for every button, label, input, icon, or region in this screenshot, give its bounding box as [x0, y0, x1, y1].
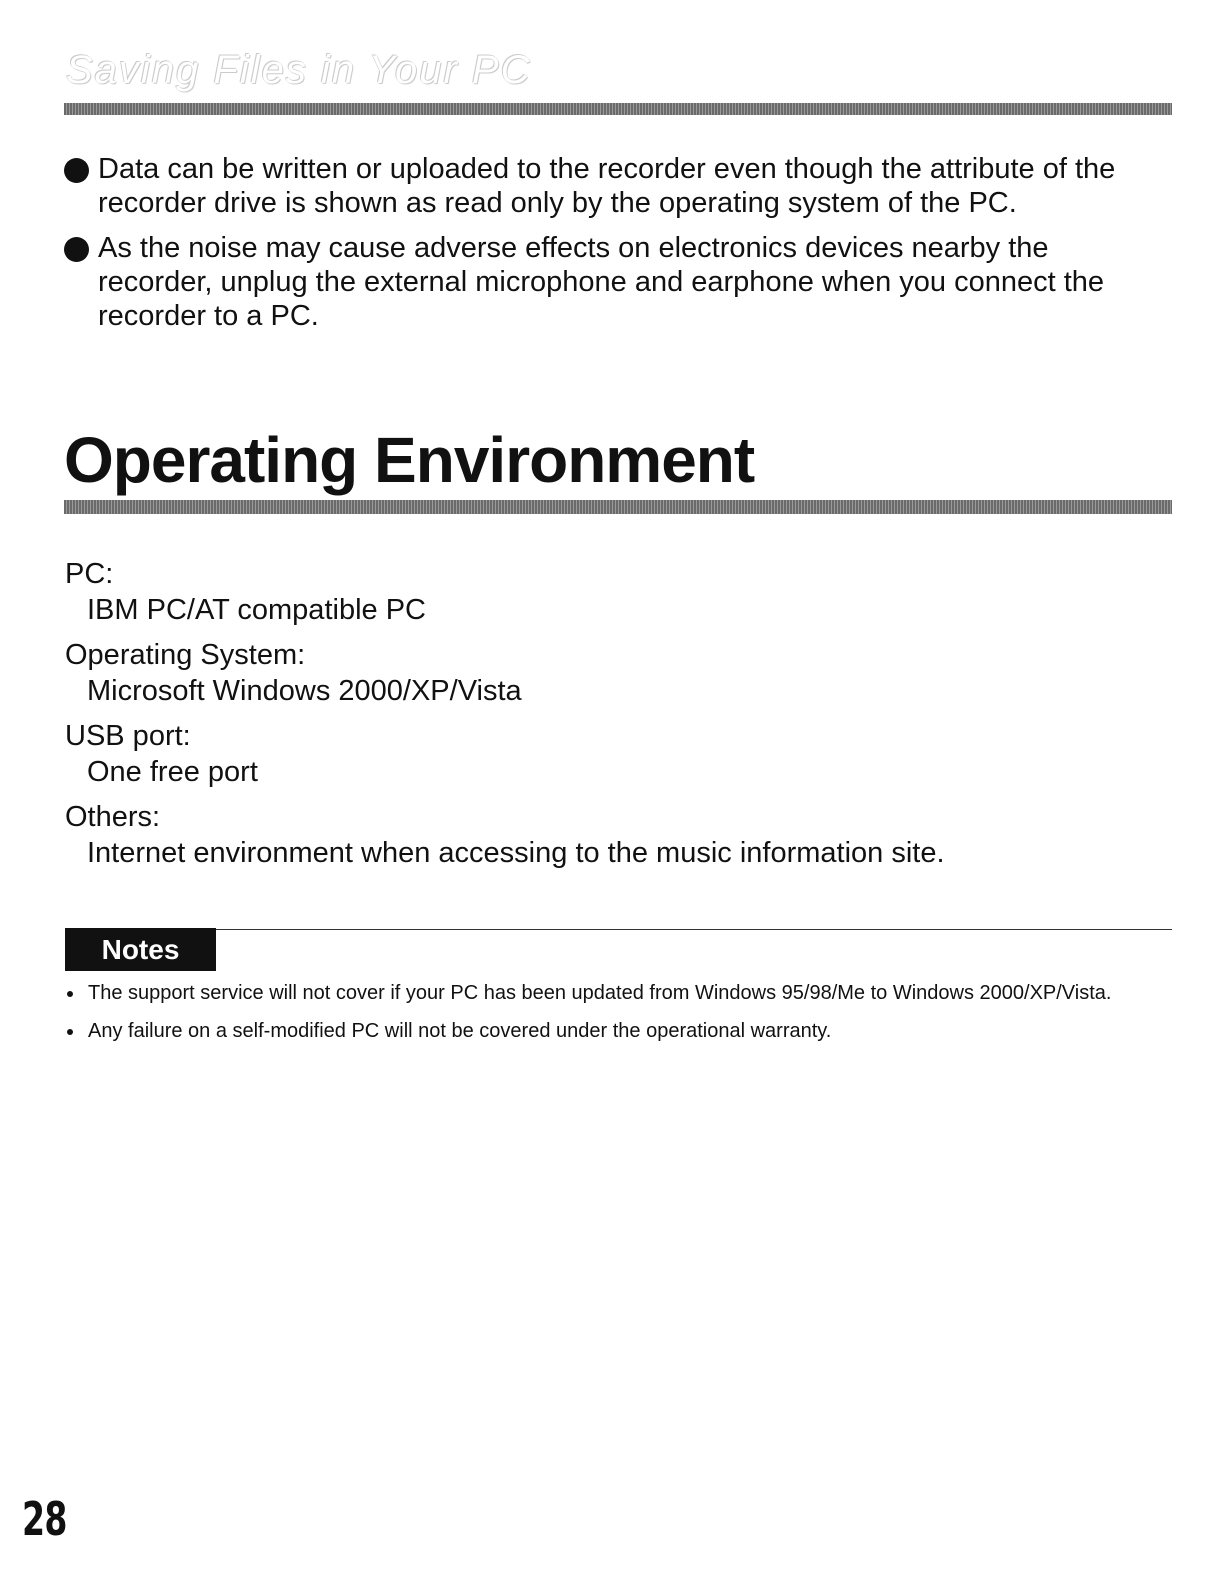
small-bullet-icon: [67, 991, 73, 997]
intro-bullet-list: [64, 152, 1164, 344]
note-text: The support service will not cover if your PC has been updated from Windows 95/98/Me to Windows 2000/XP/Vista.: [88, 982, 1112, 1004]
section-rule: [64, 500, 1172, 514]
requirement-label-others: Others:: [65, 801, 161, 833]
small-bullet-icon: [67, 1029, 73, 1035]
requirement-value-os: Microsoft Windows 2000/XP/Vista: [87, 675, 522, 707]
notes-list: [64, 980, 1172, 1056]
requirement-label-os: Operating System:: [65, 639, 306, 671]
page-number: 28: [22, 1492, 67, 1546]
header-rule: [64, 103, 1172, 115]
section-title: Operating Environment: [64, 424, 755, 496]
requirements-list: [65, 556, 1165, 880]
list-item: [64, 231, 1164, 333]
notes-badge: Notes: [65, 928, 216, 971]
bullet-text: Data can be written or uploaded to the recorder even though the attribute of the recorder drive is shown as read only by the operating system of the PC.: [98, 153, 1116, 219]
bullet-text: As the noise may cause adverse effects on electronics devices nearby the recorder, unplug the external microphone and earphone when you connect the recorder to a PC.: [98, 232, 1105, 332]
requirement-label-pc: PC:: [65, 558, 114, 590]
requirement-value-usb: One free port: [87, 756, 258, 788]
requirement-value-pc: IBM PC/AT compatible PC: [87, 594, 426, 626]
notes-divider: [216, 929, 1172, 930]
list-item: [64, 152, 1164, 220]
requirement-value-others: Internet environment when accessing to the music information site.: [87, 837, 945, 869]
list-item: [64, 1018, 1172, 1044]
running-header-title: Saving Files in Your PC: [66, 48, 532, 92]
bullet-icon: [64, 158, 89, 183]
bullet-icon: [64, 237, 89, 262]
note-text: Any failure on a self-modified PC will not be covered under the operational warranty.: [88, 1020, 832, 1042]
requirement-label-usb: USB port:: [65, 720, 191, 752]
list-item: [64, 980, 1172, 1006]
